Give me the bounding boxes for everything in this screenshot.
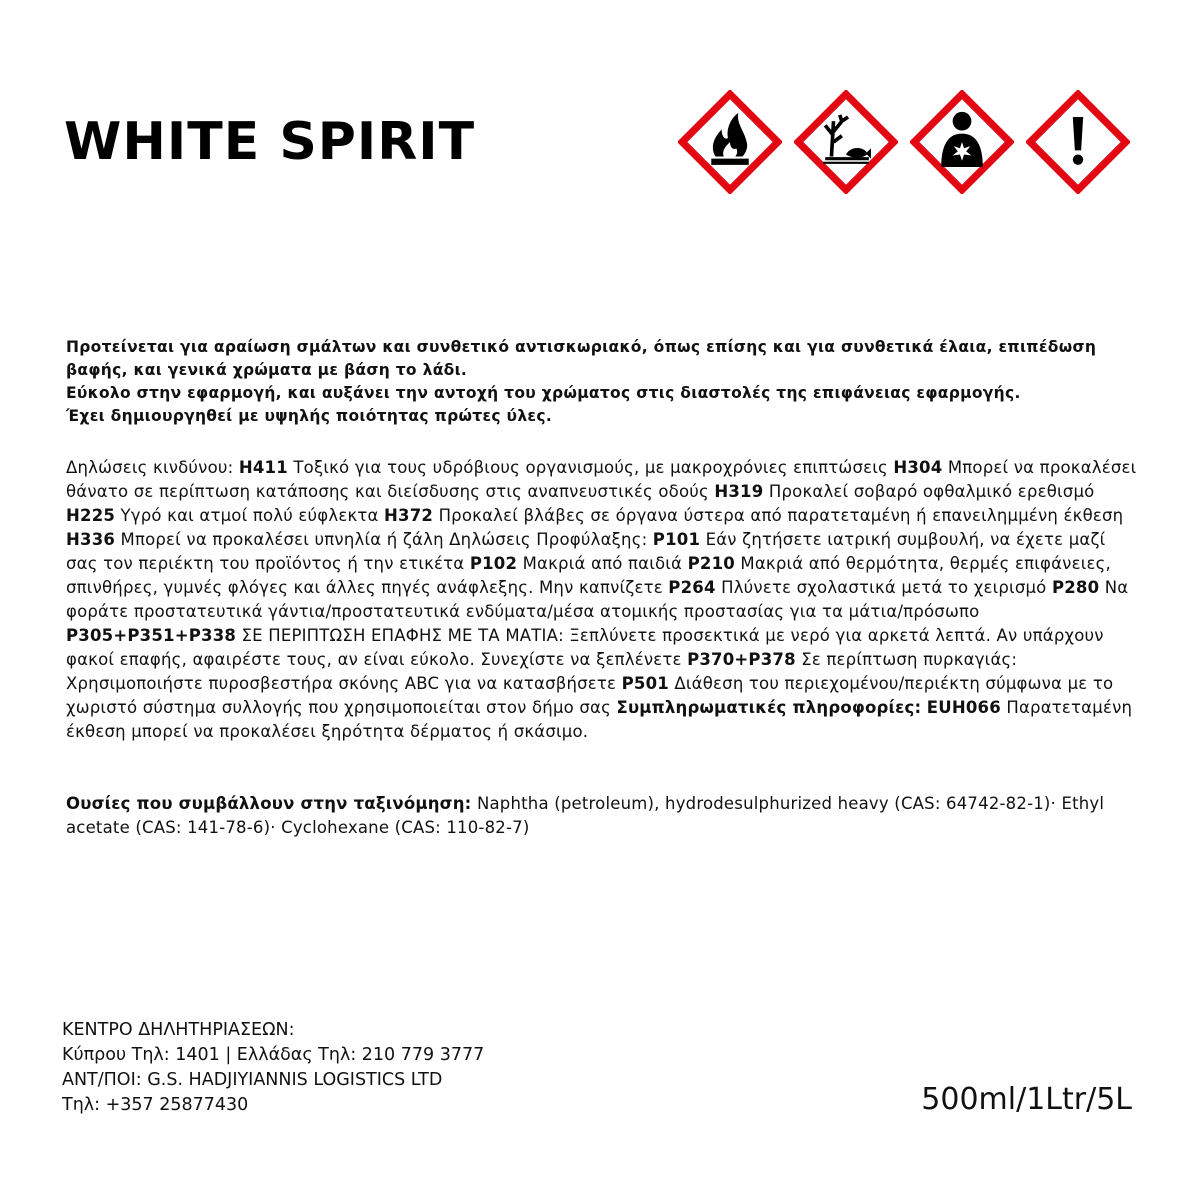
hazard-text: Προκαλεί σοβαρό οφθαλμικό ερεθισμό bbox=[768, 482, 1095, 501]
hazard-statements bbox=[66, 456, 1140, 744]
product-description bbox=[66, 336, 1140, 428]
hazard-text: ΣΕ ΠΕΡΙΠΤΩΣΗ ΕΠΑΦΗΣ ΜΕ ΤΑ ΜΑΤΙΑ: Ξεπλύνετε προσεκτικά με νερό για αρκετά λεπτά. Αν υπάρχουν φακοί επαφής, αφαιρέστε τους, αν είναι εύκολο. Συνεχίστε να ξεπλένετε bbox=[66, 626, 1104, 669]
hazard-text: Μακριά από θερμότητα, θερμές επιφάνειες, σπινθήρες, γυμνές φλόγες και άλλες πηγές ανάφλεξης. Μην καπνίζετε bbox=[66, 554, 1111, 597]
distributor-name: ΑΝΤ/ΠΟΙ: G.S. HADJIYIANNIS LOGISTICS LTD bbox=[62, 1070, 443, 1090]
substances-text: Naphtha (petroleum), hydrodesulphurized heavy (CAS: 64742-82-1)· Ethyl acetate (CAS: 141-78-6)· Cyclohexane (CAS: 110-82-7) bbox=[66, 794, 1105, 837]
hazard-code: H411 bbox=[238, 458, 288, 477]
hazard-text: Τοξικό για τους υδρόβιους οργανισμούς, με μακροχρόνιες επιπτώσεις bbox=[293, 458, 888, 477]
product-title: WHITE SPIRIT bbox=[64, 112, 476, 172]
hazard-code: H319 bbox=[714, 482, 764, 501]
hazard-text: Υγρό και ατμοί πολύ εύφλεκτα bbox=[120, 506, 379, 525]
description-line: Έχει δημιουργηθεί με υψηλής ποιότητας πρώτες ύλες. bbox=[66, 407, 553, 425]
classification-substances bbox=[66, 792, 1140, 840]
hazard-text: Σε περίπτωση πυρκαγιάς: Χρησιμοποιήστε πυροσβεστήρα σκόνης ABC για να κατασβήσετε bbox=[66, 650, 1018, 693]
hazard-code: P101 bbox=[652, 530, 701, 549]
health-hazard-icon bbox=[910, 90, 1014, 194]
hazard-code: P102 bbox=[469, 554, 518, 573]
hazard-text: Πλύνετε σχολαστικά μετά το χειρισμό bbox=[721, 578, 1047, 597]
hazard-code: P501 bbox=[621, 674, 669, 693]
flammable-icon bbox=[678, 90, 782, 194]
hazard-text: Παρατεταμένη έκθεση μπορεί να προκαλέσει ξηρότητα δέρματος ή σκάσιμο. bbox=[66, 698, 1133, 741]
hazard-text: Προκαλεί βλάβες σε όργανα ύστερα από παρατεταμένη ή επανειλημμένη έκθεση bbox=[438, 506, 1124, 525]
hazard-code: EUH066 bbox=[926, 698, 1001, 717]
hazard-code: H336 bbox=[66, 530, 116, 549]
volume-sizes: 500ml/1Ltr/5L bbox=[921, 1082, 1132, 1117]
distributor-phone: Τηλ: +357 25877430 bbox=[62, 1095, 249, 1115]
description-line: Προτείνεται για αραίωση σμάλτων και συνθετικό αντισκωριακό, όπως επίσης και για συνθετικά έλαια, επιπέδωση βαφής, και γενικά χρώματα με βάση το λάδι. bbox=[66, 338, 1097, 379]
poison-center-phones: Κύπρου Τηλ: 1401 | Ελλάδας Τηλ: 210 779 3777 bbox=[62, 1045, 485, 1065]
supplementary-label: Συμπληρωματικές πληροφορίες: bbox=[616, 698, 922, 717]
hazard-text: Μακριά από παιδιά bbox=[522, 554, 683, 573]
exclamation-mark-icon bbox=[1026, 90, 1130, 194]
description-line: Εύκολο στην εφαρμογή, και αυξάνει την αντοχή του χρώματος στις διαστολές της επιφάνειας εφαρμογής. bbox=[66, 384, 1021, 402]
hazard-code: P370+P378 bbox=[687, 650, 796, 669]
hazard-code: H372 bbox=[384, 506, 434, 525]
hazard-code: H304 bbox=[893, 458, 943, 477]
hazard-text: Εάν ζητήσετε ιατρική συμβουλή, να έχετε μαζί σας τον περιέκτη του προϊόντος ή την ετικέτα bbox=[66, 530, 1106, 573]
hazard-code: H225 bbox=[66, 506, 116, 525]
hazard-code: P210 bbox=[687, 554, 735, 573]
poison-center-heading: ΚΕΝΤΡΟ ΔΗΛΗΤΗΡΙΑΣΕΩΝ: bbox=[62, 1020, 295, 1040]
hazard-code: P280 bbox=[1051, 578, 1100, 597]
hazard-text: Να φοράτε προστατευτικά γάντια/προστατευτικά ενδύματα/μέσα ατομικής προστασίας για τα μάτια/πρόσωπο bbox=[66, 578, 1129, 621]
hazard-label: Δηλώσεις κινδύνου: bbox=[66, 458, 234, 477]
ghs-pictograms bbox=[678, 90, 1130, 194]
hazard-text: Μπορεί να προκαλέσει θάνατο σε περίπτωση κατάποσης και διείσδυσης στις αναπνευστικές οδούς bbox=[66, 458, 1137, 501]
hazard-code: P305+P351+P338 bbox=[66, 626, 237, 645]
hazard-text: Διάθεση του περιεχομένου/περιέκτη σύμφωνα με το χωριστό σύστημα συλλογής που χρησιμοποιείται στον δήμο σας bbox=[66, 674, 1114, 717]
hazard-text: Μπορεί να προκαλέσει υπνηλία ή ζάλη Δηλώσεις Προφύλαξης: bbox=[120, 530, 648, 549]
substances-label: Ουσίες που συμβάλλουν στην ταξινόμηση: bbox=[66, 794, 472, 813]
poison-center-info bbox=[62, 1018, 622, 1118]
environment-hazard-icon bbox=[794, 90, 898, 194]
hazard-code: P264 bbox=[668, 578, 716, 597]
